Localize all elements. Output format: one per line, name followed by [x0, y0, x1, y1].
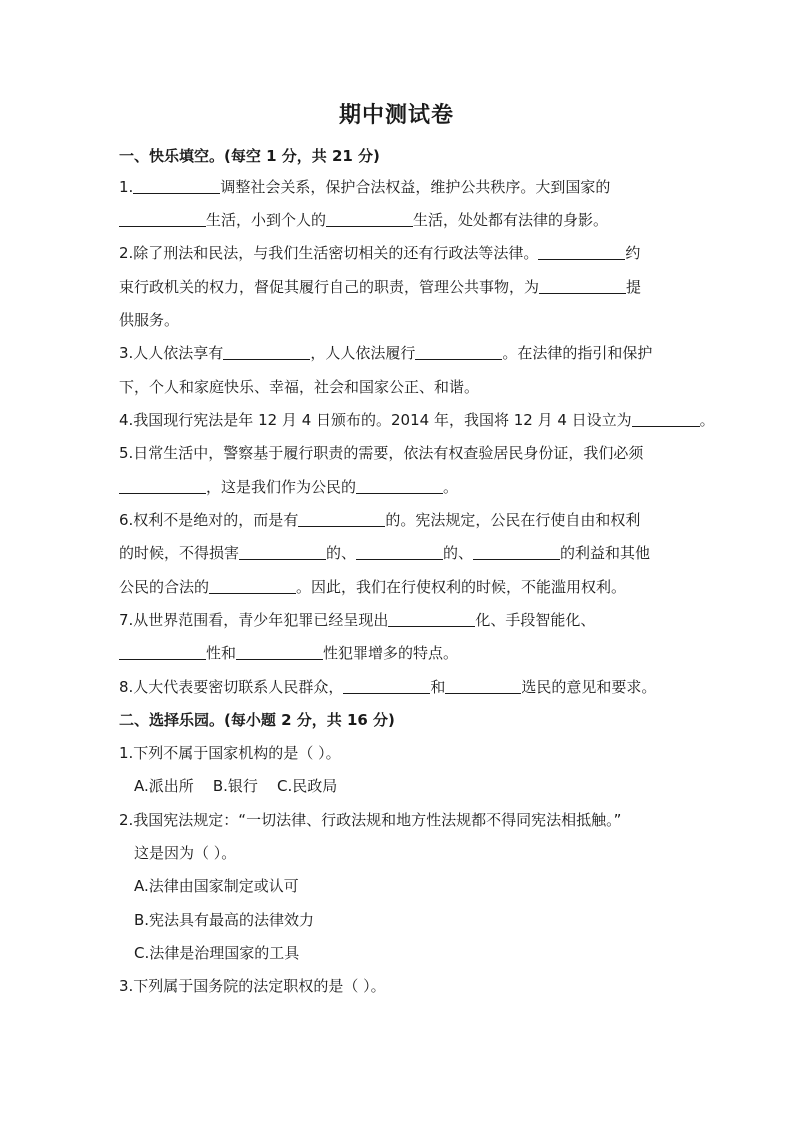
q6-line2: 的时候，不得损害 的、 的、 的利益和其他 — [119, 544, 651, 562]
mc-q2-stem-cont: 这是因为（ ）。 — [134, 844, 237, 862]
q6-line3: 公民的合法的 。因此，我们在行使权利的时候，不能滥用权利。 — [119, 578, 627, 596]
answer-blank[interactable] — [236, 644, 323, 660]
q8-line1: 8.人大代表要密切联系人民群众， 和 选民的意见和要求。 — [119, 678, 657, 696]
q7-line2: 性和 性犯罪增多的特点。 — [119, 643, 458, 663]
section1-heading: 一、快乐填空。(每空 1 分，共 21 分) — [119, 147, 380, 165]
q3-line1: 3.人人依法享有 ，人人依法履行 。在法律的指引和保护 — [119, 344, 653, 362]
answer-blank[interactable] — [356, 544, 443, 560]
answer-blank[interactable] — [209, 578, 296, 594]
mc-q2-option-a: A.法律由国家制定或认可 — [134, 877, 299, 895]
answer-blank[interactable] — [119, 211, 206, 227]
answer-blank[interactable] — [356, 478, 443, 494]
mc-q1-options: A.派出所 B.银行 C.民政局 — [134, 777, 338, 795]
answer-blank[interactable] — [343, 678, 430, 694]
answer-blank[interactable] — [632, 411, 700, 427]
answer-blank[interactable] — [538, 244, 625, 260]
answer-blank[interactable] — [539, 278, 626, 294]
answer-blank[interactable] — [298, 511, 385, 527]
section2-heading: 二、选择乐园。(每小题 2 分，共 16 分) — [119, 711, 395, 729]
answer-blank[interactable] — [133, 178, 220, 194]
q4-line1: 4.我国现行宪法是年 12 月 4 日颁布的。2014 年，我国将 12 月 4 日设立为 。 — [119, 411, 715, 429]
answer-blank[interactable] — [223, 344, 310, 360]
q2-line3: 供服务。 — [119, 311, 180, 329]
q5-line2: ，这是我们作为公民的 。 — [119, 477, 458, 497]
q6-line1: 6.权利不是绝对的，而是有 的。宪法规定，公民在行使自由和权利 — [119, 511, 641, 529]
q2-line1: 2.除了刑法和民法，与我们生活密切相关的还有行政法等法律。 约 — [119, 244, 641, 262]
mc-q2-stem: 2.我国宪法规定：“一切法律、行政法规和地方性法规都不得同宪法相抵触。” — [119, 811, 622, 829]
answer-blank[interactable] — [415, 344, 502, 360]
page-title: 期中测试卷 — [338, 102, 454, 128]
answer-blank[interactable] — [326, 211, 413, 227]
mc-q1-stem: 1.下列不属于国家机构的是（ ）。 — [119, 744, 341, 762]
answer-blank[interactable] — [119, 478, 206, 494]
q7-line1: 7.从世界范围看，青少年犯罪已经呈现出 化、手段智能化、 — [119, 611, 596, 629]
answer-blank[interactable] — [388, 611, 475, 627]
answer-blank[interactable] — [119, 644, 206, 660]
answer-blank[interactable] — [239, 544, 326, 560]
mc-q3-stem: 3.下列属于国务院的法定职权的是（ ）。 — [119, 977, 386, 995]
mc-q2-option-c: C.法律是治理国家的工具 — [134, 944, 300, 962]
q5-line1: 5.日常生活中，警察基于履行职责的需要，依法有权查验居民身份证，我们必须 — [119, 444, 644, 462]
q2-line2: 束行政机关的权力，督促其履行自己的职责，管理公共事物，为 提 — [119, 278, 642, 296]
q1-line2: 生活，小到个人的 生活，处处都有法律的身影。 — [119, 210, 608, 230]
mc-q2-option-b: B.宪法具有最高的法律效力 — [134, 911, 315, 929]
q3-line2: 下，个人和家庭快乐、幸福，社会和国家公正、和谐。 — [119, 378, 480, 396]
answer-blank[interactable] — [445, 678, 521, 694]
answer-blank[interactable] — [473, 544, 560, 560]
q1-line1: 1. 调整社会关系，保护合法权益，维护公共秩序。大到国家的 — [119, 178, 611, 196]
